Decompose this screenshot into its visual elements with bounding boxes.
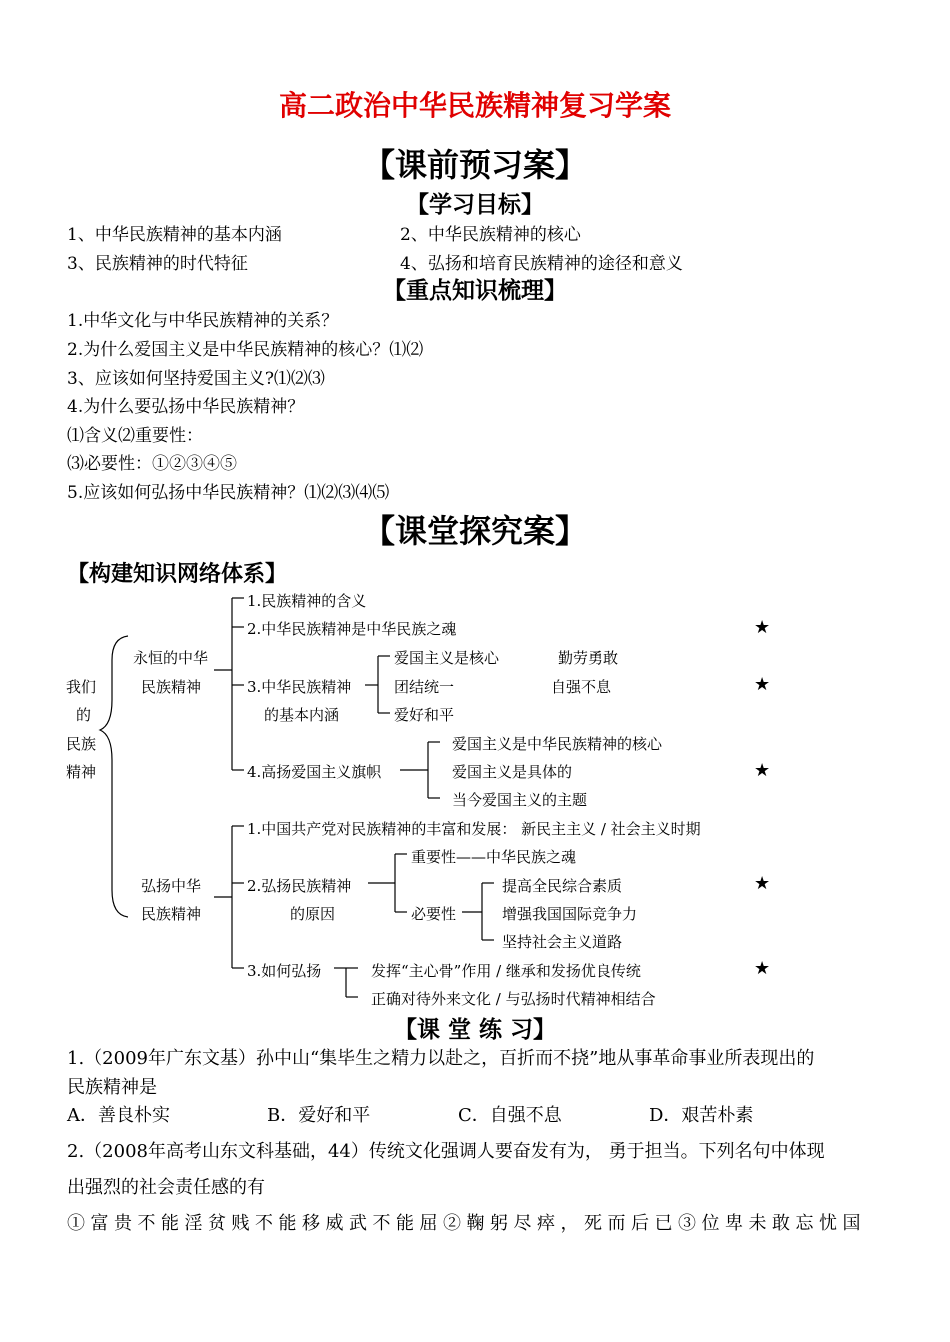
star-icon: ★ xyxy=(754,760,771,781)
goal-item: 1、中华民族精神的基本内涵 xyxy=(67,225,282,245)
question-2-text: 2.（2008年高考山东文科基础，44）传统文化强调人要奋发有为， 勇于担当。下列名句中体现 xyxy=(67,1141,825,1162)
mindmap-item: 1.中国共产党对民族精神的丰富和发展： 新民主主义 / 社会主义时期 xyxy=(247,820,701,838)
network-heading: 【构建知识网络体系】 xyxy=(67,561,288,587)
mindmap-subitem: 重要性——中华民族之魂 xyxy=(411,848,577,866)
option-d: D．艰苦朴素 xyxy=(649,1105,754,1126)
mindmap-subitem: 坚持社会主义道路 xyxy=(502,933,623,951)
key-item: 5.应该如何弘扬中华民族精神？⑴⑵⑶⑷⑸ xyxy=(67,483,390,503)
star-icon: ★ xyxy=(754,617,771,638)
mindmap-subitem: 爱国主义是核心 xyxy=(394,649,500,667)
option-b: B．爱好和平 xyxy=(267,1105,371,1126)
mindmap-root: 民族 xyxy=(66,735,97,753)
key-item: 3、应该如何坚持爱国主义?⑴⑵⑶ xyxy=(67,369,325,389)
key-heading: 【重点知识梳理】 xyxy=(383,277,567,304)
goal-item: 4、弘扬和培育民族精神的途径和意义 xyxy=(400,254,683,274)
mindmap-subitem: 团结统一 xyxy=(394,678,455,696)
star-icon: ★ xyxy=(754,958,771,979)
star-icon: ★ xyxy=(754,873,771,894)
mindmap-item: 4.高扬爱国主义旗帜 xyxy=(247,763,382,781)
mindmap-subitem: 爱好和平 xyxy=(394,706,455,724)
goal-item: 2、中华民族精神的核心 xyxy=(400,225,581,245)
question-1-text: 1.（2009年广东文基）孙中山“集毕生之精力以赴之，百折而不挠”地从事革命事业所表现出的 xyxy=(67,1048,815,1069)
mindmap-subitem: 必要性 xyxy=(411,905,457,923)
mindmap-subitem: 增强我国国际竞争力 xyxy=(502,905,638,923)
option-a: A．善良朴实 xyxy=(67,1105,170,1126)
key-item: 2.为什么爱国主义是中华民族精神的核心？⑴⑵ xyxy=(67,340,424,360)
mindmap-root: 精神 xyxy=(66,763,97,781)
mindmap-item: 2.弘扬民族精神 xyxy=(247,877,352,895)
branch-promote: 弘扬中华 xyxy=(141,877,202,895)
mindmap-item: 的原因 xyxy=(290,905,336,923)
practice-heading: 【课 堂 练 习】 xyxy=(393,1016,557,1043)
mindmap-root: 我们 xyxy=(66,678,97,696)
mindmap-subitem: 爱国主义是具体的 xyxy=(452,763,573,781)
document-title: 高二政治中华民族精神复习学案 xyxy=(278,89,671,122)
branch-eternal: 永恒的中华 xyxy=(133,649,209,667)
mindmap-subitem: 自强不息 xyxy=(551,678,612,696)
goal-item: 3、民族精神的时代特征 xyxy=(67,254,248,274)
question-1-text: 民族精神是 xyxy=(67,1077,157,1098)
key-item: 1.中华文化与中华民族精神的关系？ xyxy=(67,311,339,331)
key-item: ⑴含义⑵重要性： xyxy=(67,426,203,446)
section-pre-class: 【课前预习案】 xyxy=(362,146,587,184)
branch-promote: 民族精神 xyxy=(141,905,202,923)
mindmap-item: 3.中华民族精神 xyxy=(247,678,352,696)
mindmap-subitem: 勤劳勇敢 xyxy=(558,649,619,667)
mindmap-subitem: 发挥“主心骨”作用 / 继承和发扬优良传统 xyxy=(371,962,641,980)
mindmap-root: 的 xyxy=(76,706,92,724)
mindmap-item: 的基本内涵 xyxy=(264,706,340,724)
mindmap-item: 2.中华民族精神是中华民族之魂 xyxy=(247,620,457,638)
section-in-class: 【课堂探究案】 xyxy=(362,512,587,550)
star-icon: ★ xyxy=(754,674,771,695)
goals-heading: 【学习目标】 xyxy=(406,191,544,218)
key-item: 4.为什么要弘扬中华民族精神？ xyxy=(67,397,305,417)
question-2-text: 出强烈的社会责任感的有 xyxy=(67,1177,265,1198)
branch-eternal: 民族精神 xyxy=(141,678,202,696)
question-2-text: ①富贵不能淫贫贱不能移威武不能屈②鞠躬尽瘁，死而后已③位卑未敢忘忧国 xyxy=(67,1213,866,1234)
mindmap-subitem: 正确对待外来文化 / 与弘扬时代精神相结合 xyxy=(371,990,656,1008)
mindmap-item: 3.如何弘扬 xyxy=(247,962,322,980)
mindmap-item: 1.民族精神的含义 xyxy=(247,592,367,610)
key-item: ⑶必要性：①②③④⑤ xyxy=(67,454,237,474)
option-c: C．自强不息 xyxy=(458,1105,562,1126)
mindmap-subitem: 当今爱国主义的主题 xyxy=(452,791,588,809)
mindmap-subitem: 爱国主义是中华民族精神的核心 xyxy=(452,735,663,753)
root-brace xyxy=(100,636,128,917)
mindmap-subitem: 提高全民综合素质 xyxy=(502,877,623,895)
